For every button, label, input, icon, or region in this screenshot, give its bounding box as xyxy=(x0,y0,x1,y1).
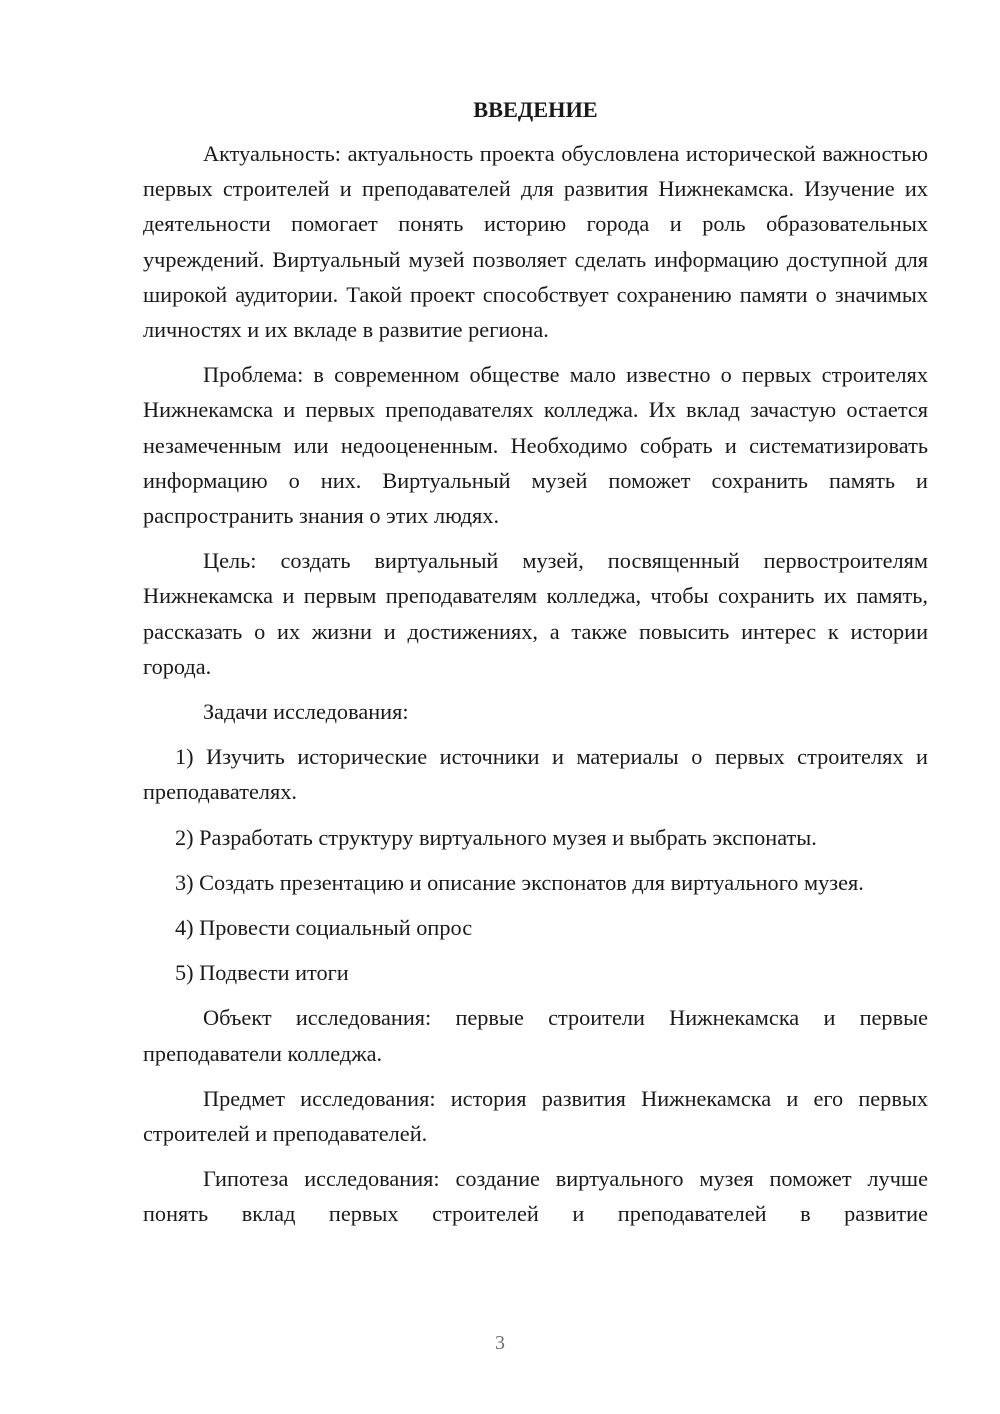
section-title: ВВЕДЕНИЕ xyxy=(473,97,598,122)
document-page xyxy=(143,92,928,1242)
task-item: 2) Разработать структуру виртуального музея и выбрать экспонаты. xyxy=(175,824,817,850)
task-item: 1) Изучить исторические источники и материалы о первых строителях и преподавателях. xyxy=(143,744,928,805)
relevance-paragraph: Актуальность: актуальность проекта обусловлена исторической важностью первых строителей и преподавателей для развития Нижнекамска. Изучение их деятельности помогает понять историю города и роль образовательных учреждений. Виртуальный музей позволяет сделать информацию доступной для широкой аудитории. Такой проект способствует сохранению памяти о значимых личностях и их вкладе в развитие региона. xyxy=(143,141,928,343)
page-number: 3 xyxy=(495,1332,505,1354)
tasks-heading: Задачи исследования: xyxy=(203,699,409,725)
tasks-list xyxy=(143,739,928,990)
problem-paragraph: Проблема: в современном обществе мало известно о первых строителях Нижнекамска и первых преподавателях колледжа. Их вклад зачастую остается незамеченным или недооцененным. Необходимо собрать и систематизировать информацию о них. Виртуальный музей поможет сохранить память и распространить знания о этих людях. xyxy=(143,362,928,529)
subject-paragraph: Предмет исследования: история развития Нижнекамска и его первых строителей и преподавателей. xyxy=(143,1085,928,1147)
task-item: 5) Подвести итоги xyxy=(175,960,349,986)
object-paragraph: Объект исследования: первые строители Нижнекамска и первые преподаватели колледжа. xyxy=(143,1005,928,1066)
task-item: 3) Создать презентацию и описание экспонатов для виртуального музея. xyxy=(175,869,864,895)
hypothesis-paragraph: Гипотеза исследования: создание виртуального музея поможет лучше понять вклад первых строителей и преподавателей в развитие xyxy=(143,1166,928,1227)
goal-paragraph: Цель: создать виртуальный музей, посвященный первостроителям Нижнекамска и первым преподавателям колледжа, чтобы сохранить их память, рассказать о их жизни и достижениях, а также повысить интерес к истории города. xyxy=(143,548,928,679)
task-item: 4) Провести социальный опрос xyxy=(175,915,473,941)
